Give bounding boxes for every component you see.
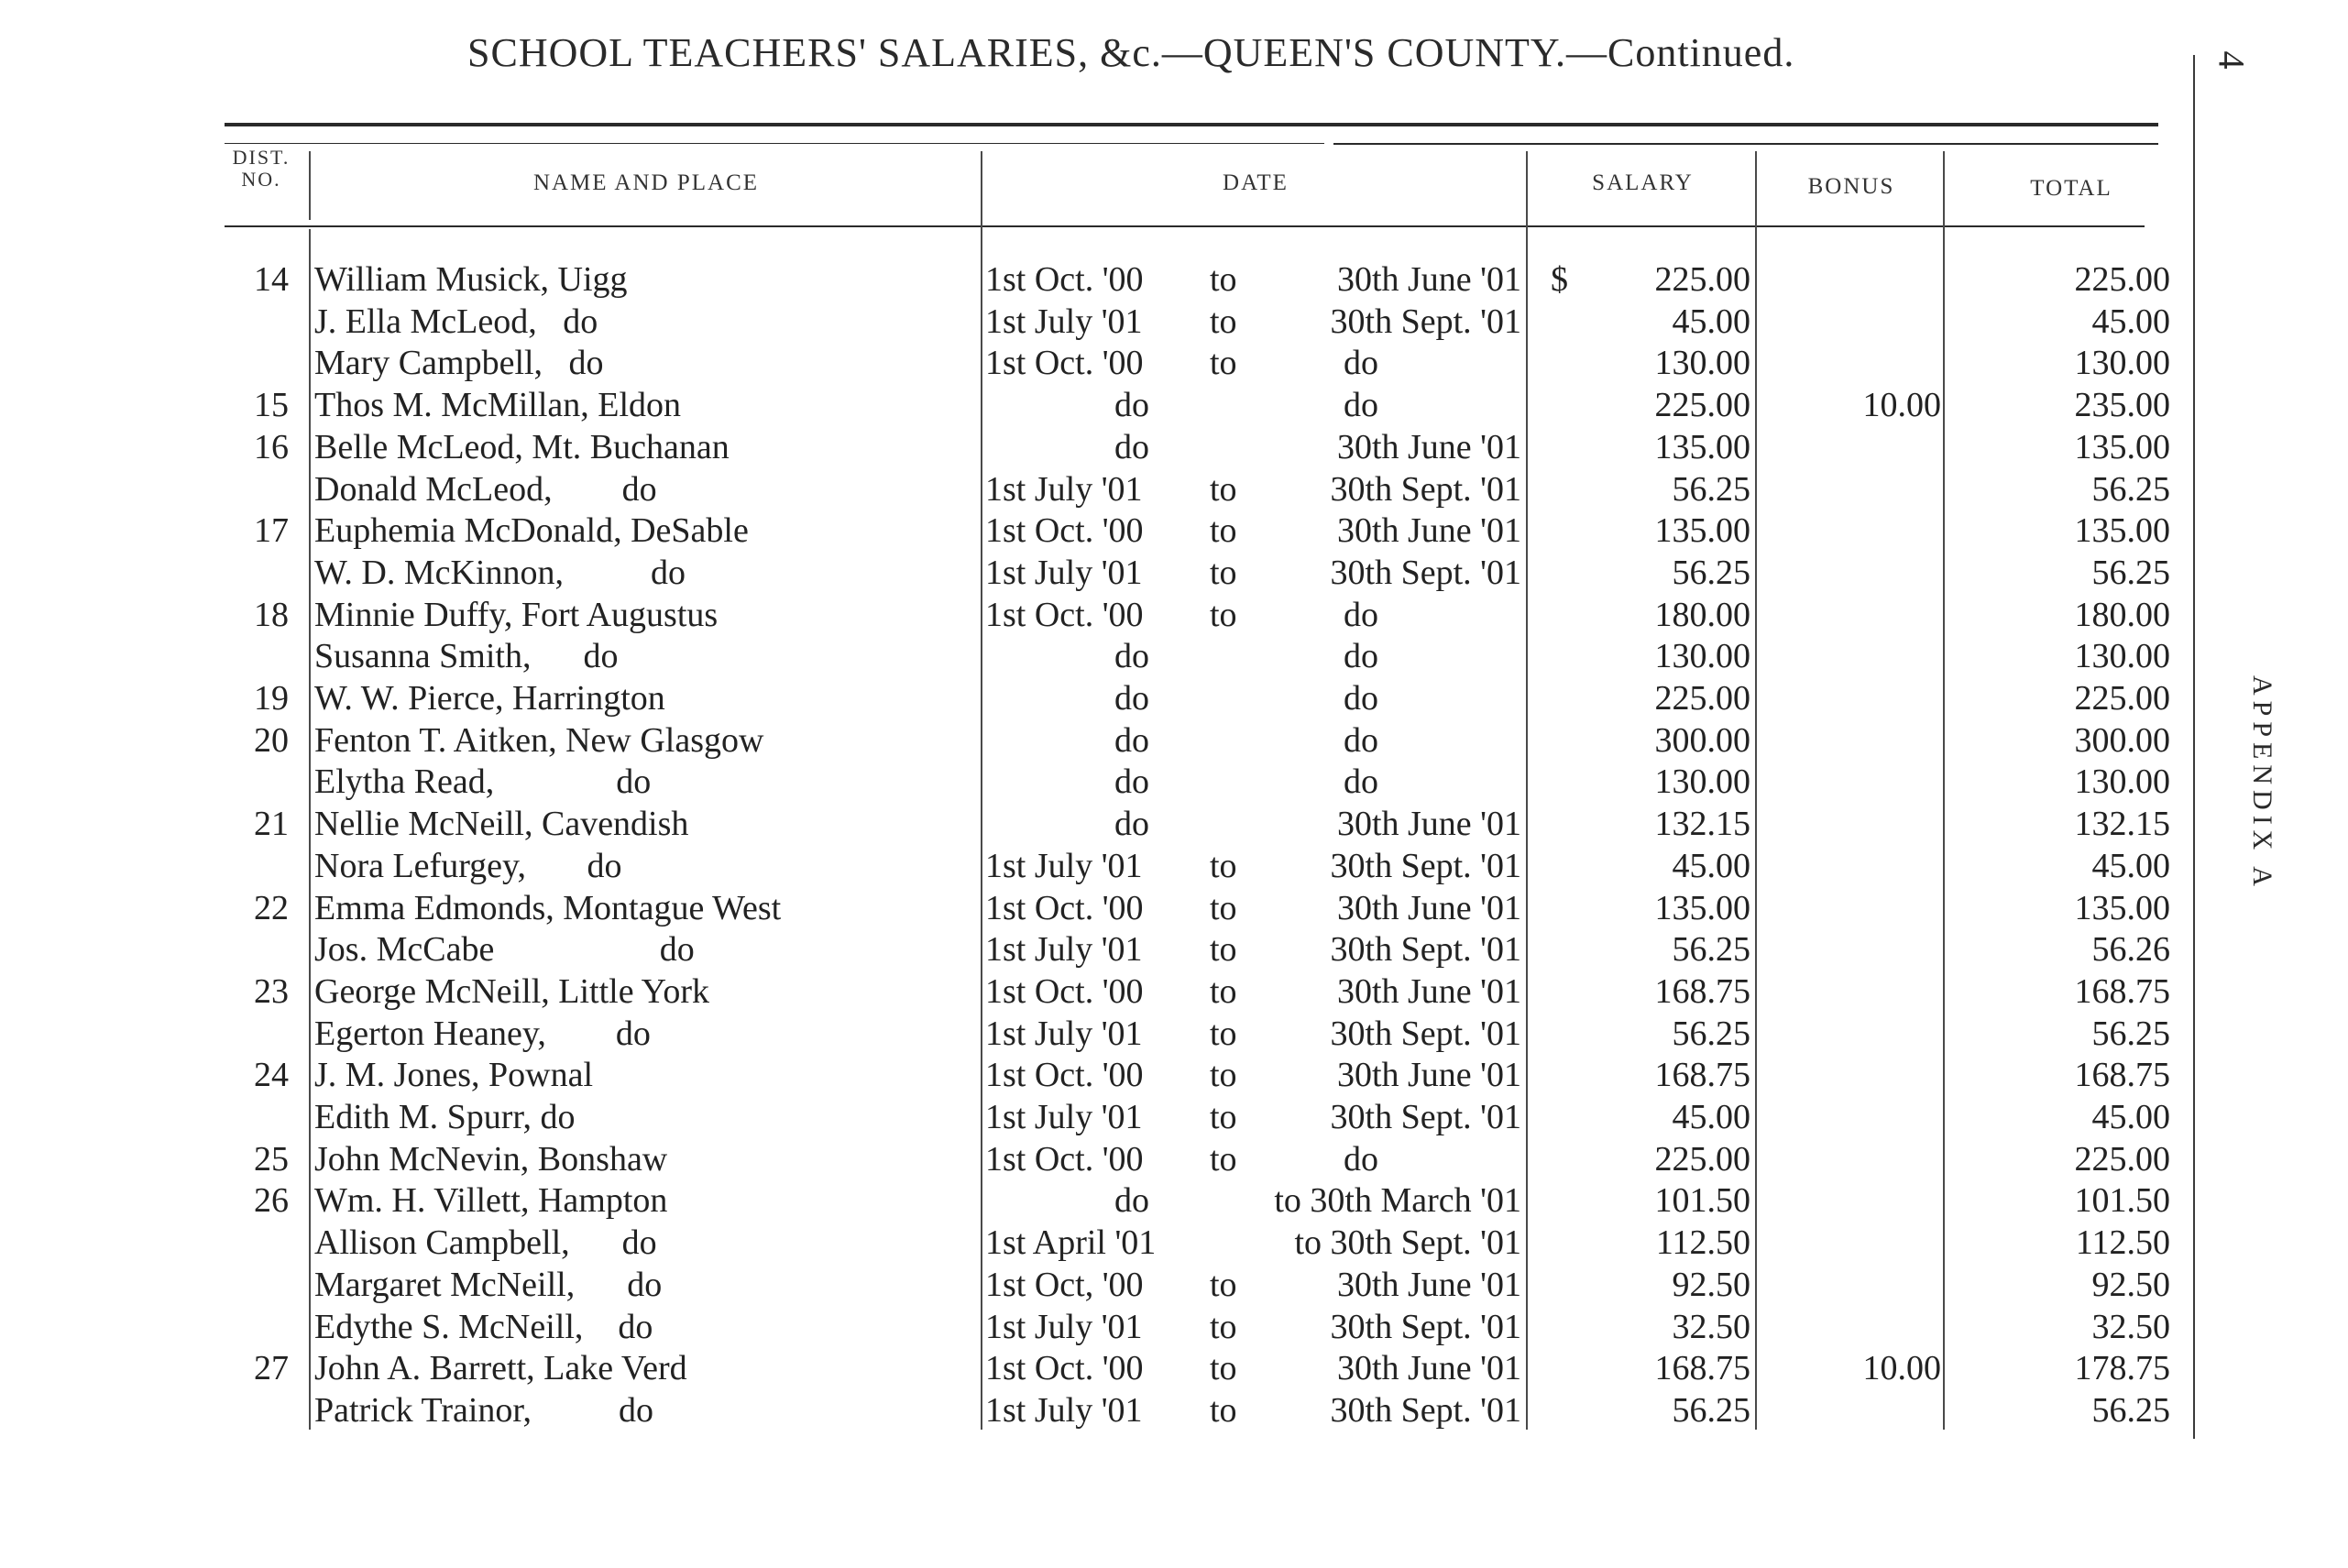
name-and-place: Minnie Duffy, Fort Augustus — [314, 595, 719, 634]
col-header-dist-label: DIST. — [232, 146, 291, 169]
salary-value: 168.75 — [1654, 1056, 1750, 1095]
date-end: 30th June '01 — [1336, 888, 1521, 927]
salary-value: 300.00 — [1654, 720, 1750, 760]
date-to-word: to — [1210, 1307, 1237, 1346]
name-and-place: Euphemia McDonald, DeSable — [314, 511, 749, 551]
date-to-word: to — [1210, 595, 1237, 634]
salary-value: 56.25 — [1672, 553, 1750, 592]
total-value: 300.00 — [2074, 720, 2170, 760]
name-and-place: Edith M. Spurr, do — [314, 1098, 576, 1136]
table-row — [0, 594, 2200, 636]
total-value: 225.00 — [2074, 679, 2170, 718]
table-row — [0, 426, 2200, 468]
col-divider-dist — [309, 151, 311, 220]
date-from: 1st July '01 — [985, 1307, 1143, 1346]
date-end: 30th June '01 — [1336, 260, 1521, 299]
col-header-total: TOTAL — [2030, 176, 2112, 201]
col-header-dist-sub: NO. — [241, 168, 281, 191]
date-from: do — [1114, 679, 1149, 718]
name-and-place: Wm. H. Villett, Hampton — [314, 1181, 668, 1221]
date-end: 30th June '01 — [1336, 971, 1521, 1011]
date-end: 30th June '01 — [1336, 1056, 1521, 1095]
salary-value: 132.15 — [1654, 805, 1750, 844]
salary-value: 56.25 — [1672, 469, 1750, 509]
name-and-place: Fenton T. Aitken, New Glasgow — [314, 720, 764, 760]
name-and-place: Susanna Smith, do — [314, 637, 619, 676]
total-value: 101.50 — [2074, 1181, 2170, 1221]
total-value: 130.00 — [2074, 344, 2170, 383]
total-value: 56.26 — [2091, 930, 2170, 970]
date-from: do — [1114, 805, 1149, 844]
date-from: 1st Oct. '00 — [985, 888, 1144, 927]
salary-value: 92.50 — [1672, 1265, 1750, 1304]
total-value: 168.75 — [2074, 1056, 2170, 1095]
total-value: 32.50 — [2091, 1307, 2170, 1346]
date-from: 1st Oct. '00 — [985, 1056, 1144, 1095]
name-and-place: Edythe S. McNeill, do — [314, 1307, 653, 1346]
date-to-word: to — [1210, 344, 1237, 383]
salary-value: 130.00 — [1654, 762, 1750, 802]
col-header-salary: SALARY — [1592, 170, 1694, 195]
date-end: 30th Sept. '01 — [1330, 1307, 1521, 1346]
table-row — [0, 1264, 2200, 1306]
dist-number: 16 — [254, 427, 289, 466]
salary-value: 225.00 — [1654, 260, 1750, 299]
total-value: 56.25 — [2091, 1014, 2170, 1053]
date-to-word: to — [1210, 1056, 1237, 1095]
name-and-place: Patrick Trainor, do — [314, 1390, 654, 1430]
top-rule-thin — [1333, 143, 2158, 145]
name-and-place: Margaret McNeill, do — [314, 1265, 663, 1304]
date-to-word: to — [1210, 930, 1237, 970]
total-value: 225.00 — [2074, 260, 2170, 299]
date-end: 30th June '01 — [1336, 1265, 1521, 1304]
page-title: SCHOOL TEACHERS' SALARIES, &c.—QUEEN'S COUNTY.—Continued. — [467, 30, 1795, 75]
table-row — [0, 719, 2200, 762]
table-row — [0, 1179, 2200, 1222]
total-value: 130.00 — [2074, 637, 2170, 676]
date-end: 30th Sept. '01 — [1330, 553, 1521, 592]
name-and-place: W. D. McKinnon, do — [314, 553, 686, 592]
date-from: do — [1114, 720, 1149, 760]
date-from: 1st July '01 — [985, 553, 1143, 592]
salary-value: 32.50 — [1672, 1307, 1750, 1346]
salary-value: 225.00 — [1654, 386, 1750, 425]
dist-number: 27 — [254, 1349, 289, 1388]
name-and-place: William Musick, Uigg — [314, 260, 628, 299]
date-end: 30th Sept. '01 — [1330, 1014, 1521, 1053]
date-from: 1st July '01 — [985, 846, 1143, 885]
date-from: 1st Oct. '00 — [985, 595, 1144, 634]
dist-number: 23 — [254, 971, 289, 1011]
total-value: 225.00 — [2074, 1139, 2170, 1179]
salary-value: 56.25 — [1672, 930, 1750, 970]
table-row — [0, 1347, 2200, 1389]
date-end: to 30th Sept. '01 — [1294, 1223, 1521, 1263]
date-from: 1st Oct. '00 — [985, 1139, 1144, 1179]
salary-value: 101.50 — [1654, 1181, 1750, 1221]
date-end: 30th Sept. '01 — [1330, 469, 1521, 509]
date-end: do — [1344, 679, 1378, 718]
salary-value: 225.00 — [1654, 679, 1750, 718]
name-and-place: Thos M. McMillan, Eldon — [314, 386, 682, 425]
table-row — [0, 677, 2200, 719]
date-end: 30th June '01 — [1336, 511, 1521, 551]
total-value: 235.00 — [2074, 386, 2170, 425]
date-from: 1st Oct, '00 — [985, 1265, 1144, 1304]
date-from: 1st July '01 — [985, 930, 1143, 970]
date-end: do — [1344, 637, 1378, 676]
total-value: 45.00 — [2091, 302, 2170, 341]
total-value: 56.25 — [2091, 1390, 2170, 1430]
date-end: 30th June '01 — [1336, 805, 1521, 844]
date-end: 30th Sept. '01 — [1330, 1390, 1521, 1430]
table-row — [0, 845, 2200, 887]
name-and-place: George McNeill, Little York — [314, 971, 709, 1011]
date-from: do — [1114, 1181, 1149, 1221]
table-row — [0, 510, 2200, 552]
bonus-value: 10.00 — [1862, 386, 1941, 425]
salary-value: 112.50 — [1655, 1223, 1750, 1263]
total-value: 56.25 — [2091, 553, 2170, 592]
dist-number: 20 — [254, 720, 289, 760]
date-end: 30th June '01 — [1336, 427, 1521, 466]
date-to-word: to — [1210, 1139, 1237, 1179]
top-rule-thick — [225, 123, 2158, 126]
date-from: do — [1114, 637, 1149, 676]
total-value: 135.00 — [2074, 888, 2170, 927]
table-row — [0, 887, 2200, 929]
total-value: 112.50 — [2075, 1223, 2170, 1263]
table-row — [0, 1222, 2200, 1264]
total-value: 45.00 — [2091, 846, 2170, 885]
salary-value: 135.00 — [1654, 888, 1750, 927]
date-from: do — [1114, 427, 1149, 466]
date-to-word: to — [1210, 1390, 1237, 1430]
date-to-word: to — [1210, 971, 1237, 1011]
date-end: do — [1344, 762, 1378, 802]
table-row — [0, 384, 2200, 426]
col-header-bonus: BONUS — [1807, 174, 1895, 199]
name-and-place: W. W. Pierce, Harrington — [314, 679, 665, 718]
date-end: do — [1344, 344, 1378, 383]
table-row — [0, 803, 2200, 845]
date-end: 30th June '01 — [1336, 1349, 1521, 1388]
top-rule-thin-left — [225, 143, 1324, 144]
salary-value: 135.00 — [1654, 427, 1750, 466]
date-to-word: to — [1210, 1349, 1237, 1388]
date-end: to 30th March '01 — [1274, 1181, 1521, 1221]
name-and-place: J. M. Jones, Pownal — [314, 1056, 594, 1095]
dollar-sign: $ — [1551, 260, 1568, 299]
dist-number: 26 — [254, 1181, 289, 1221]
table-row — [0, 301, 2200, 343]
date-end: do — [1344, 1139, 1378, 1179]
bonus-value: 10.00 — [1862, 1349, 1941, 1388]
table-row — [0, 1013, 2200, 1055]
appendix-label: APPENDIX A — [2247, 675, 2277, 892]
total-value: 180.00 — [2074, 595, 2170, 634]
dist-number: 17 — [254, 511, 289, 551]
name-and-place: Mary Campbell, do — [314, 344, 604, 383]
table-row — [0, 1138, 2200, 1180]
table-row — [0, 1054, 2200, 1096]
salary-value: 225.00 — [1654, 1139, 1750, 1179]
date-end: 30th Sept. '01 — [1330, 1098, 1521, 1136]
name-and-place: John A. Barrett, Lake Verd — [314, 1349, 687, 1388]
name-and-place: Jos. McCabe do — [314, 930, 695, 970]
date-from: 1st Oct. '00 — [985, 1349, 1144, 1388]
date-end: do — [1344, 386, 1378, 425]
date-from: 1st Oct. '00 — [985, 260, 1144, 299]
date-to-word: to — [1210, 1265, 1237, 1304]
table-row — [0, 342, 2200, 384]
total-value: 135.00 — [2074, 511, 2170, 551]
date-to-word: to — [1210, 1098, 1237, 1136]
date-end: do — [1344, 720, 1378, 760]
dist-number: 22 — [254, 888, 289, 927]
name-and-place: Emma Edmonds, Montague West — [314, 888, 782, 927]
salary-value: 180.00 — [1654, 595, 1750, 634]
salary-value: 45.00 — [1672, 1098, 1750, 1136]
salary-value: 130.00 — [1654, 637, 1750, 676]
date-from: 1st April '01 — [985, 1223, 1157, 1263]
date-from: do — [1114, 386, 1149, 425]
table-row — [0, 552, 2200, 594]
salary-value: 130.00 — [1654, 344, 1750, 383]
date-from: 1st July '01 — [985, 1014, 1143, 1053]
date-end: 30th Sept. '01 — [1330, 846, 1521, 885]
dist-number: 24 — [254, 1056, 289, 1095]
date-to-word: to — [1210, 302, 1237, 341]
name-and-place: J. Ella McLeod, do — [314, 302, 598, 341]
col-header-date: DATE — [1223, 170, 1289, 195]
total-value: 130.00 — [2074, 762, 2170, 802]
name-and-place: Allison Campbell, do — [314, 1223, 657, 1263]
total-value: 92.50 — [2091, 1265, 2170, 1304]
date-from: 1st Oct. '00 — [985, 344, 1144, 383]
col-header-name: NAME AND PLACE — [532, 170, 760, 195]
date-end: 30th Sept. '01 — [1330, 930, 1521, 970]
date-from: 1st Oct. '00 — [985, 511, 1144, 551]
table-row — [0, 1096, 2200, 1138]
dist-number: 14 — [254, 260, 289, 299]
header-bottom-rule — [225, 225, 2145, 227]
salary-value: 45.00 — [1672, 302, 1750, 341]
date-from: 1st July '01 — [985, 1098, 1143, 1136]
total-value: 178.75 — [2074, 1349, 2170, 1388]
salary-value: 56.25 — [1672, 1390, 1750, 1430]
date-from: do — [1114, 762, 1149, 802]
date-to-word: to — [1210, 469, 1237, 509]
date-from: 1st July '01 — [985, 302, 1143, 341]
salary-value: 168.75 — [1654, 1349, 1750, 1388]
date-to-word: to — [1210, 553, 1237, 592]
table-row — [0, 970, 2200, 1013]
date-to-word: to — [1210, 1014, 1237, 1053]
name-and-place: John McNevin, Bonshaw — [314, 1139, 668, 1179]
table-row — [0, 1389, 2200, 1431]
total-value: 135.00 — [2074, 427, 2170, 466]
salary-value: 135.00 — [1654, 511, 1750, 551]
salary-value: 168.75 — [1654, 971, 1750, 1011]
name-and-place: Elytha Read, do — [314, 762, 652, 802]
total-value: 168.75 — [2074, 971, 2170, 1011]
date-to-word: to — [1210, 846, 1237, 885]
dist-number: 18 — [254, 595, 289, 634]
table-row — [0, 258, 2200, 301]
date-from: 1st July '01 — [985, 469, 1143, 509]
salary-value: 56.25 — [1672, 1014, 1750, 1053]
dist-number: 15 — [254, 386, 289, 425]
table-row — [0, 635, 2200, 677]
total-value: 132.15 — [2074, 805, 2170, 844]
date-from: 1st Oct. '00 — [985, 971, 1144, 1011]
col-header-dist — [215, 147, 307, 191]
dist-number: 25 — [254, 1139, 289, 1179]
date-end: do — [1344, 595, 1378, 634]
dist-number: 21 — [254, 805, 289, 844]
date-to-word: to — [1210, 511, 1237, 551]
table-row — [0, 1306, 2200, 1348]
name-and-place: Nellie McNeill, Cavendish — [314, 805, 689, 844]
dist-number: 19 — [254, 679, 289, 718]
date-to-word: to — [1210, 888, 1237, 927]
name-and-place: Belle McLeod, Mt. Buchanan — [314, 427, 730, 466]
name-and-place: Donald McLeod, do — [314, 469, 657, 509]
date-end: 30th Sept. '01 — [1330, 302, 1521, 341]
total-value: 56.25 — [2091, 469, 2170, 509]
date-to-word: to — [1210, 260, 1237, 299]
table-row — [0, 928, 2200, 970]
table-row — [0, 761, 2200, 803]
salary-value: 45.00 — [1672, 846, 1750, 885]
name-and-place: Nora Lefurgey, do — [314, 846, 622, 885]
date-from: 1st July '01 — [985, 1390, 1143, 1430]
page-number: 4 — [2211, 50, 2253, 70]
table-row — [0, 468, 2200, 510]
total-value: 45.00 — [2091, 1098, 2170, 1136]
name-and-place: Egerton Heaney, do — [314, 1014, 651, 1053]
